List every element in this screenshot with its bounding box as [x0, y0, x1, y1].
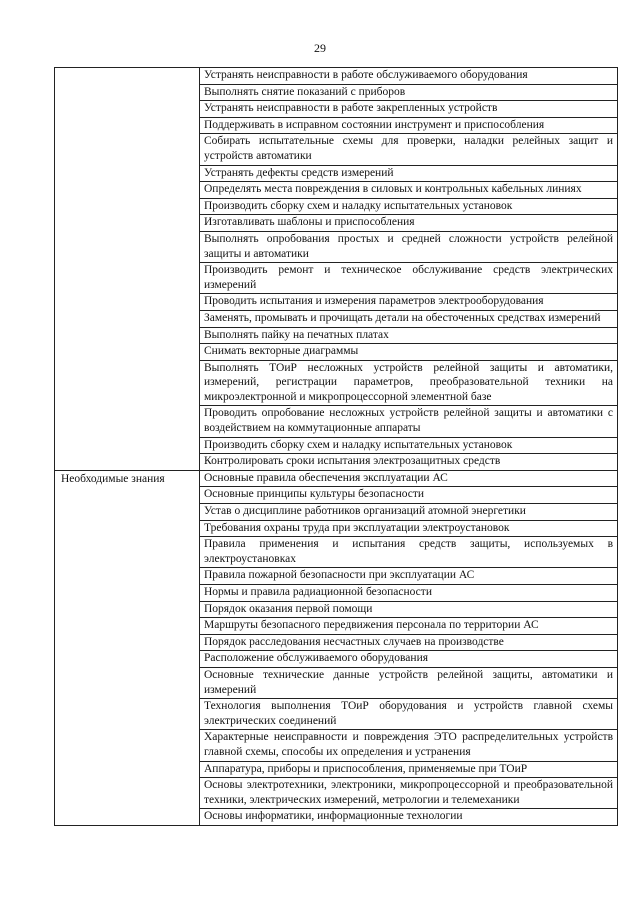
table-row: Основные технические данные устройств релейной защиты, автоматики и измерений [200, 668, 617, 699]
table-row: Производить ремонт и техническое обслуживание средств электрических измерений [200, 263, 617, 294]
section-label [55, 68, 200, 470]
table-row: Устранять неисправности в работе закрепленных устройств [200, 101, 617, 118]
table-row: Определять места повреждения в силовых и контрольных кабельных линиях [200, 182, 617, 199]
table-row: Характерные неисправности и повреждения ЭТО распределительных устройств главной схемы, способы их определения и устранения [200, 730, 617, 761]
table-row: Основы электротехники, электроники, микропроцессорной и преобразовательной техники, электрических измерений, метрологии и телемеханики [200, 778, 617, 809]
table-row: Основные принципы культуры безопасности [200, 487, 617, 504]
table-row: Маршруты безопасного передвижения персонала по территории АС [200, 618, 617, 635]
table-row: Нормы и правила радиационной безопасности [200, 585, 617, 602]
table-row: Выполнять опробования простых и средней сложности устройств релейной защиты и автоматики [200, 232, 617, 263]
table-row: Устав о дисциплине работников организаций атомной энергетики [200, 504, 617, 521]
table-row: Правила применения и испытания средств защиты, используемых в электроустановках [200, 537, 617, 568]
table-row: Расположение обслуживаемого оборудования [200, 651, 617, 668]
table-row: Производить сборку схем и наладку испытательных установок [200, 438, 617, 455]
table-row: Выполнять снятие показаний с приборов [200, 85, 617, 102]
table-row: Устранять неисправности в работе обслуживаемого оборудования [200, 68, 617, 85]
page-number: 29 [314, 41, 326, 55]
table-row: Основные правила обеспечения эксплуатации АС [200, 471, 617, 488]
table-row: Проводить опробование несложных устройств релейной защиты и автоматики с воздействием на коммутационные аппараты [200, 406, 617, 437]
table-row: Поддерживать в исправном состоянии инструмент и приспособления [200, 118, 617, 135]
knowledge-list [200, 471, 617, 825]
skills-list [200, 68, 617, 470]
table-row: Заменять, промывать и прочищать детали на обесточенных средствах измерений [200, 311, 617, 328]
table-row: Снимать векторные диаграммы [200, 344, 617, 361]
table-row: Требования охраны труда при эксплуатации электроустановок [200, 521, 617, 538]
table-row: Изготавливать шаблоны и приспособления [200, 215, 617, 232]
table-row: Контролировать сроки испытания электрозащитных средств [204, 455, 501, 468]
table-row: Проводить испытания и измерения параметров электрооборудования [200, 294, 617, 311]
table-row: Технология выполнения ТОиР оборудования и устройств главной схемы электрических соединений [200, 699, 617, 730]
table-row: Аппаратура, приборы и приспособления, применяемые при ТОиР [200, 762, 617, 779]
table-row: Собирать испытательные схемы для проверки, наладки релейных защит и устройств автоматики [200, 134, 617, 165]
table-row: Порядок расследования несчастных случаев на производстве [200, 635, 617, 652]
table-row: Основы информатики, информационные технологии [204, 810, 463, 823]
table-row: Порядок оказания первой помощи [200, 602, 617, 619]
knowledge-section [55, 470, 617, 825]
table-row: Правила пожарной безопасности при эксплуатации АС [200, 568, 617, 585]
table-row: Выполнять пайку на печатных платах [200, 328, 617, 345]
table-row: Выполнять ТОиР несложных устройств релейной защиты и автоматики, измерений, регистрации параметров, преобразовательной техники на микроэлектронной и микропроцессорной элементной базе [200, 361, 617, 407]
section-label: Необходимые знания [55, 471, 200, 825]
table-row: Устранять дефекты средств измерений [200, 166, 617, 183]
skills-section [55, 68, 617, 470]
table-row: Производить сборку схем и наладку испытательных установок [200, 199, 617, 216]
requirements-table [54, 67, 618, 826]
